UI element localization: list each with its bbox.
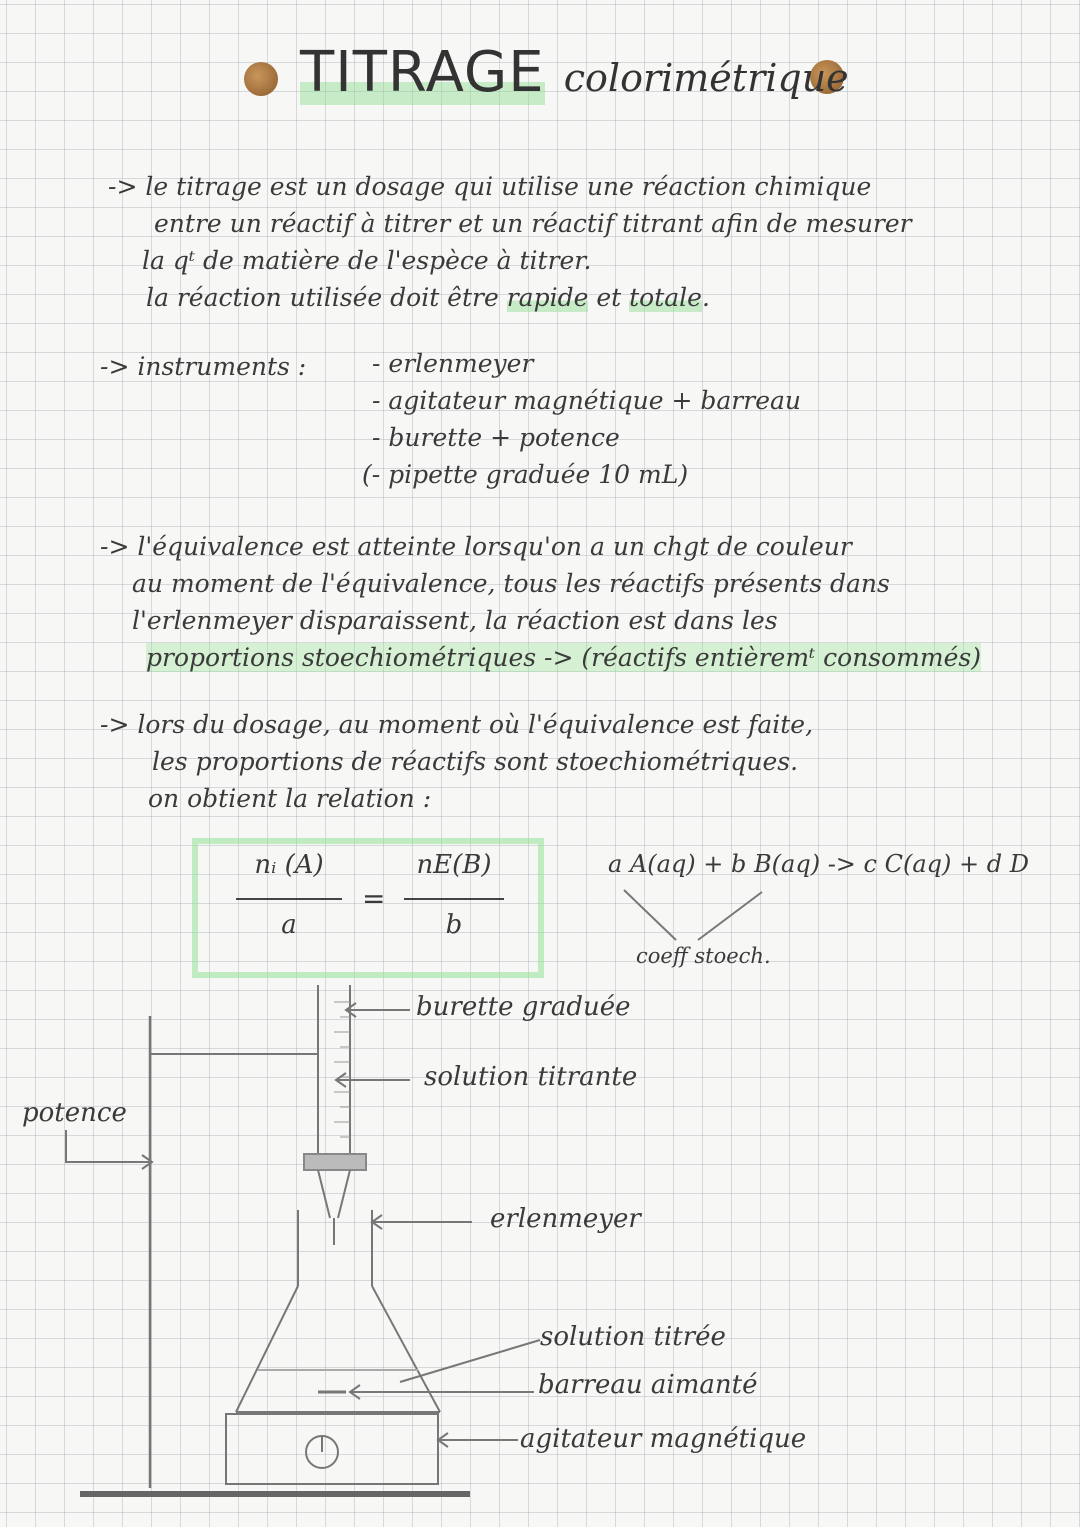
instrument-item: (- pipette graduée 10 mL) — [362, 460, 689, 489]
burette-tip-left — [318, 1170, 330, 1218]
label-erlenmeyer: erlenmeyer — [490, 1204, 641, 1234]
label-potence: potence — [22, 1098, 127, 1128]
equivalence-line-4b: -> (réactifs entièremᵗ consommés) — [536, 643, 981, 672]
intro-line-4a: la réaction utilisée doit être — [146, 283, 507, 312]
fraction-right-numerator: nE(B) — [416, 850, 492, 880]
fraction-left-numerator: nᵢ (A) — [254, 850, 324, 880]
fraction-left-denominator: a — [281, 910, 297, 940]
coeff-line-left — [624, 890, 676, 940]
instrument-item: - erlenmeyer — [372, 349, 534, 378]
label-solution-titrante: solution titrante — [424, 1062, 638, 1092]
dosage-line-3: on obtient la relation : — [148, 784, 432, 813]
keyword-stoechiometriques: proportions stoechiométriques — [146, 643, 537, 672]
intro-line-1: -> le titrage est un dosage qui utilise une réaction chimique — [108, 172, 872, 201]
potence-arrow — [66, 1130, 152, 1162]
intro-line-4e: . — [701, 283, 710, 312]
erlenmeyer-side-left — [236, 1286, 298, 1412]
equivalence-line-1: -> l'équivalence est atteinte lorsqu'on a un chgt de couleur — [100, 532, 852, 561]
keyword-rapide: rapide — [506, 283, 589, 312]
equals-sign: = — [362, 882, 386, 915]
intro-line-4c: et — [588, 283, 630, 312]
label-burette: burette graduée — [416, 992, 631, 1022]
instruments-label: -> instruments : — [100, 352, 307, 381]
keyword-totale: totale — [629, 283, 702, 312]
burette-tip-right — [338, 1170, 350, 1218]
intro-line-3: la qᵗ de matière de l'espèce à titrer. — [142, 246, 592, 275]
label-barreau: barreau aimanté — [538, 1370, 758, 1400]
burette-graduations — [334, 1002, 350, 1137]
agitator-box — [226, 1414, 438, 1484]
title-main: TITRAGE — [300, 40, 545, 105]
equivalence-line-3: l'erlenmeyer disparaissent, la réaction est dans les — [132, 606, 778, 635]
label-solution-titree: solution titrée — [540, 1322, 726, 1352]
fraction-right-denominator: b — [445, 910, 463, 940]
reaction-equation: a A(aq) + b B(aq) -> c C(aq) + d D — [608, 850, 1029, 878]
coeff-line-right — [698, 892, 762, 940]
intro-line-2: entre un réactif à titrer et un réactif titrant afin de mesurer — [154, 209, 912, 238]
equivalence-line-2: au moment de l'équivalence, tous les réactifs présents dans — [132, 569, 890, 598]
label-agitateur: agitateur magnétique — [520, 1424, 807, 1454]
instrument-item: - agitateur magnétique + barreau — [372, 386, 801, 415]
erlenmeyer-side-right — [372, 1286, 440, 1412]
instrument-item: - burette + potence — [372, 423, 620, 452]
title-sub: colorimétrique — [563, 56, 849, 100]
dosage-line-2: les proportions de réactifs sont stoechiométriques. — [152, 747, 799, 776]
coeff-label: coeff stoech. — [636, 944, 771, 968]
burette-stopcock — [304, 1154, 366, 1170]
dosage-line-1: -> lors du dosage, au moment où l'équivalence est faite, — [100, 710, 814, 739]
